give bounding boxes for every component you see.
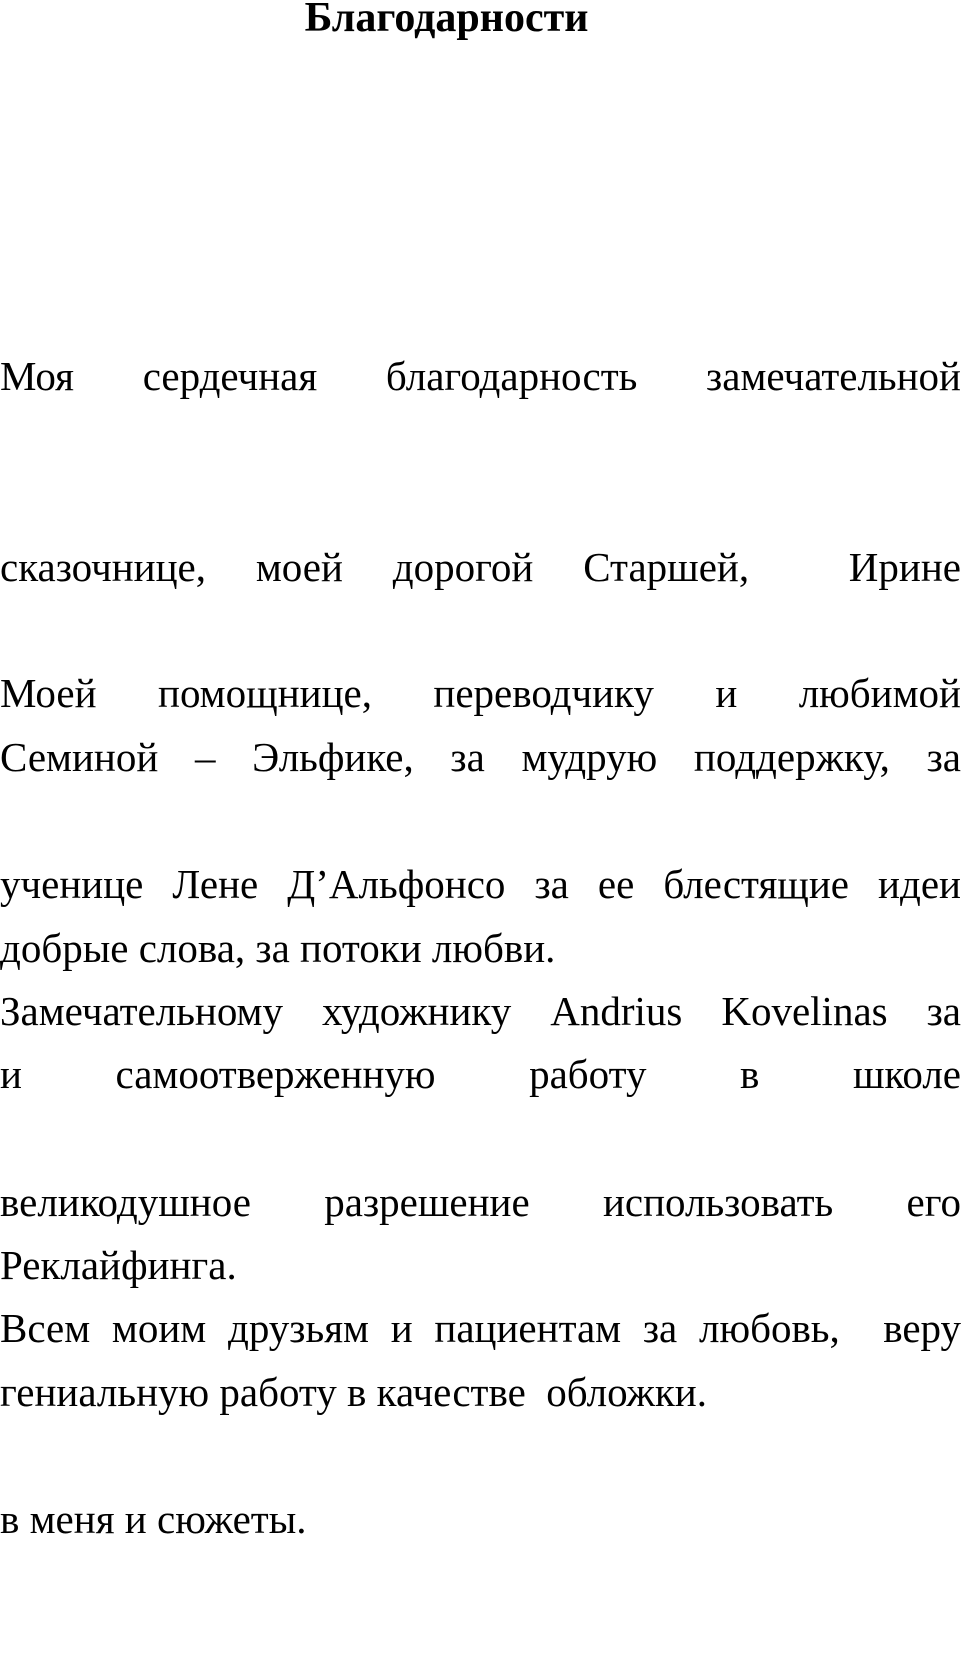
paragraph-line: Реклайфинга.	[0, 1241, 237, 1288]
paragraph-line: добрые слова, за потоки любви.	[0, 924, 556, 971]
paragraph-4	[0, 1170, 961, 1678]
paragraph-line: гениальную работу в качестве обложки.	[0, 1369, 707, 1415]
paragraph-line: ученице Лене Д’Альфонсо за ее блестящие идеи	[0, 860, 961, 907]
paragraph-line: великодушное разрешение использовать его	[0, 1178, 961, 1225]
paragraph-line: в меня и сюжеты.	[0, 1495, 307, 1542]
paragraph-line: сказочнице, моей дорогой Старшей, Ирине	[0, 543, 961, 590]
paragraph-line: и самоотверженную работу в школе	[0, 1051, 961, 1097]
paragraph-line: Всем моим друзьям и пациентам за любовь, веру	[0, 1305, 961, 1351]
paragraph-line: Семиной – Эльфике, за мудрую поддержку, за	[0, 734, 961, 780]
paragraph-line: Моя сердечная благодарность замечательной	[0, 353, 961, 399]
page-title: Благодарности	[304, 0, 589, 41]
paragraph-line: Моей помощнице, переводчику и любимой	[0, 670, 961, 716]
paragraph-line: Замечательному художнику Andrius Kovelinas за	[0, 988, 961, 1034]
